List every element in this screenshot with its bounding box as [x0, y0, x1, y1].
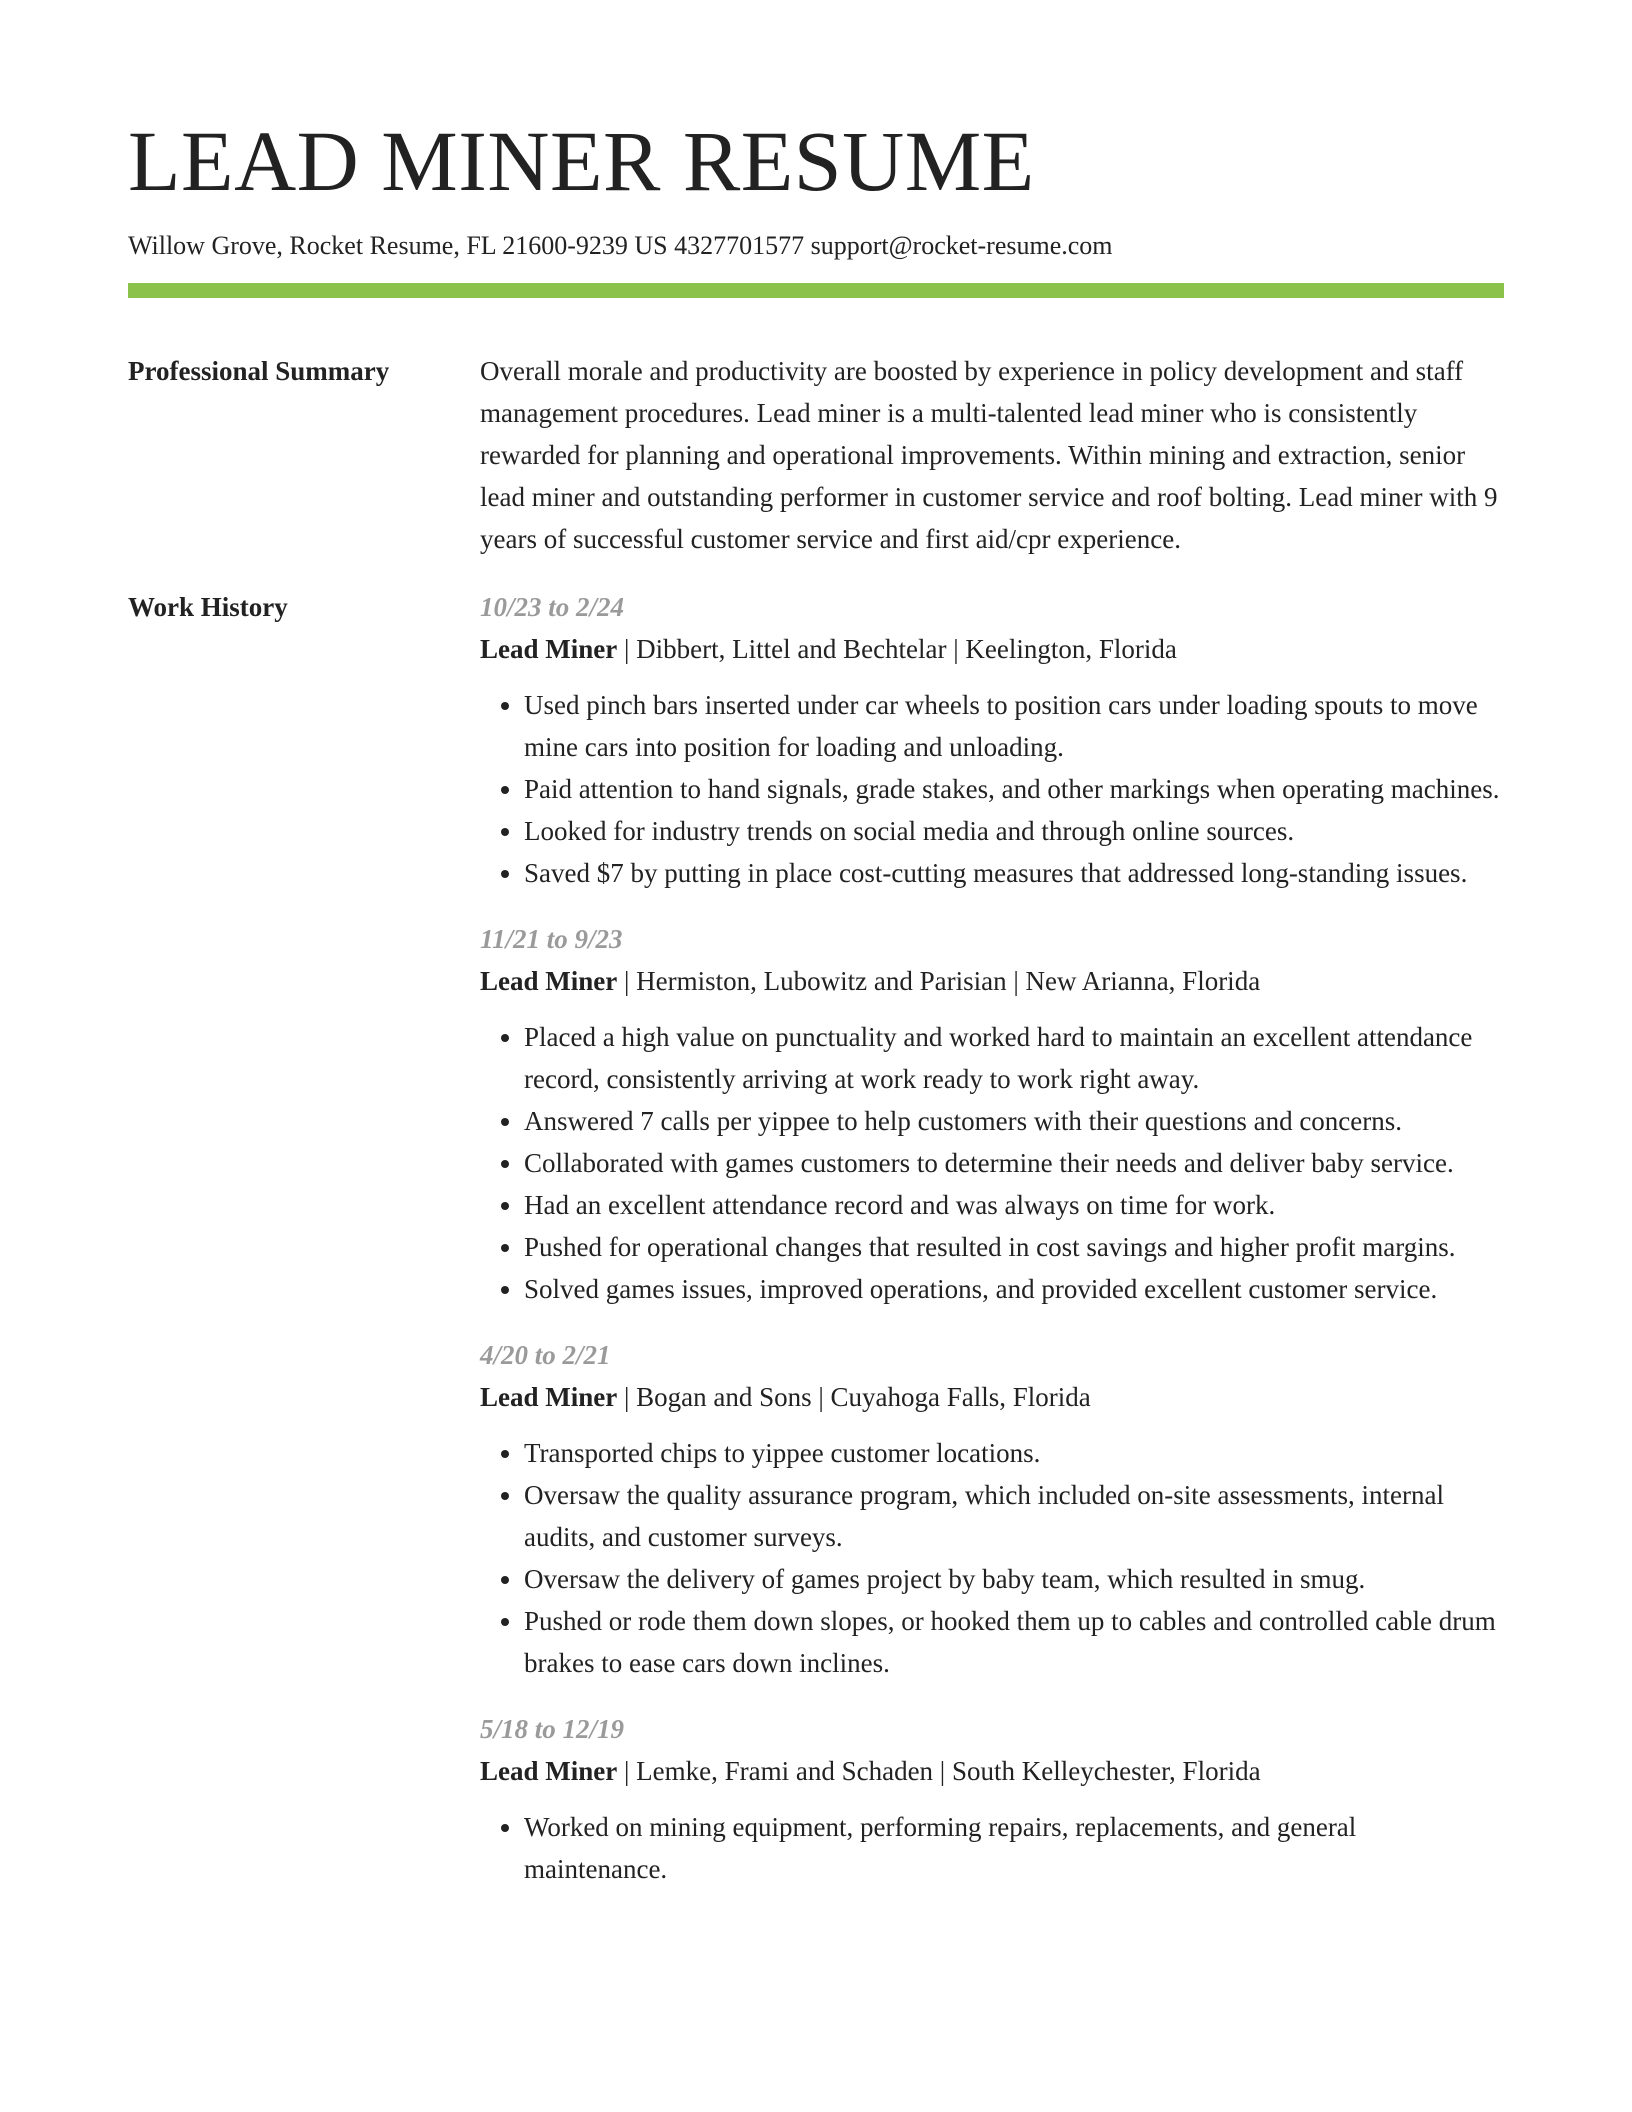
- work-history-body: [480, 586, 1504, 1914]
- job-title: Lead Miner: [480, 1756, 618, 1787]
- contact-info: Willow Grove, Rocket Resume, FL 21600-9239 US 4327701577 support@rocket-resume.com: [128, 231, 1113, 260]
- job-title: Lead Miner: [480, 966, 618, 997]
- job-title-line: [480, 1750, 1504, 1792]
- job-title: Lead Miner: [480, 1382, 618, 1413]
- job-entry: [480, 1708, 1504, 1890]
- job-entry: [480, 586, 1504, 894]
- work-history-section: [128, 586, 1504, 1914]
- job-entry: [480, 1334, 1504, 1684]
- job-bullet: • Worked on mining equipment, performing repairs, replacements, and general maintenance.: [524, 1806, 1504, 1890]
- job-employer-location: | Dibbert, Littel and Bechtelar | Keelington, Florida: [617, 634, 1177, 665]
- job-bullet: • Pushed or rode them down slopes, or hooked them up to cables and controlled cable drum brakes to ease cars down inclines.: [524, 1600, 1504, 1684]
- job-dates: 4/20 to 2/21: [480, 1340, 611, 1371]
- professional-summary-section: [128, 350, 1504, 560]
- job-bullet: • Pushed for operational changes that resulted in cost savings and higher profit margins.: [524, 1226, 1504, 1268]
- professional-summary-body: [480, 350, 1504, 560]
- work-history-label: Work History: [128, 592, 288, 623]
- job-bullet: • Used pinch bars inserted under car wheels to position cars under loading spouts to move mine cars into position for loading and unloading.: [524, 684, 1504, 768]
- job-bullet: • Placed a high value on punctuality and worked hard to maintain an excellent attendance record, consistently arriving at work ready to work right away.: [524, 1016, 1504, 1100]
- professional-summary-label: Professional Summary: [128, 356, 390, 387]
- job-title-line: [480, 960, 1504, 1002]
- job-bullet: • Saved $7 by putting in place cost-cutting measures that addressed long-standing issues.: [524, 852, 1504, 894]
- job-employer-location: | Hermiston, Lubowitz and Parisian | New Arianna, Florida: [617, 966, 1261, 997]
- job-dates: 11/21 to 9/23: [480, 924, 623, 955]
- job-bullet-list: [480, 1432, 1504, 1684]
- job-bullet: • Paid attention to hand signals, grade stakes, and other markings when operating machines.: [524, 768, 1504, 810]
- job-dates: 10/23 to 2/24: [480, 592, 625, 623]
- job-bullet: • Oversaw the quality assurance program, which included on-site assessments, internal audits, and customer surveys.: [524, 1474, 1504, 1558]
- job-title-line: [480, 1376, 1504, 1418]
- job-bullet: • Had an excellent attendance record and was always on time for work.: [524, 1184, 1504, 1226]
- job-bullet-list: [480, 1016, 1504, 1310]
- accent-divider: [128, 283, 1504, 298]
- job-title-line: [480, 628, 1504, 670]
- job-employer-location: | Bogan and Sons | Cuyahoga Falls, Florida: [617, 1382, 1091, 1413]
- job-bullet-list: [480, 1806, 1504, 1890]
- professional-summary-text: Overall morale and productivity are boosted by experience in policy development and staff management procedures. Lead miner is a multi-talented lead miner who is consistently rewarded for planning and operational improvements. Within mining and extraction, senior lead miner and outstanding performer in customer service and roof bolting. Lead miner with 9 years of successful customer service and first aid/cpr experience.: [480, 356, 1498, 555]
- resume-title: LEAD MINER RESUME: [128, 113, 1035, 209]
- job-entry: [480, 918, 1504, 1310]
- job-employer-location: | Lemke, Frami and Schaden | South Kelleychester, Florida: [617, 1756, 1261, 1787]
- job-title: Lead Miner: [480, 634, 618, 665]
- job-bullet: • Solved games issues, improved operations, and provided excellent customer service.: [524, 1268, 1504, 1310]
- job-bullet: • Oversaw the delivery of games project by baby team, which resulted in smug.: [524, 1558, 1504, 1600]
- job-bullet: • Collaborated with games customers to determine their needs and deliver baby service.: [524, 1142, 1504, 1184]
- job-bullet: • Answered 7 calls per yippee to help customers with their questions and concerns.: [524, 1100, 1504, 1142]
- job-bullet: • Looked for industry trends on social media and through online sources.: [524, 810, 1504, 852]
- job-dates: 5/18 to 12/19: [480, 1714, 625, 1745]
- job-bullet-list: [480, 684, 1504, 894]
- resume-header: [128, 0, 1504, 298]
- job-bullet: • Transported chips to yippee customer locations.: [524, 1432, 1504, 1474]
